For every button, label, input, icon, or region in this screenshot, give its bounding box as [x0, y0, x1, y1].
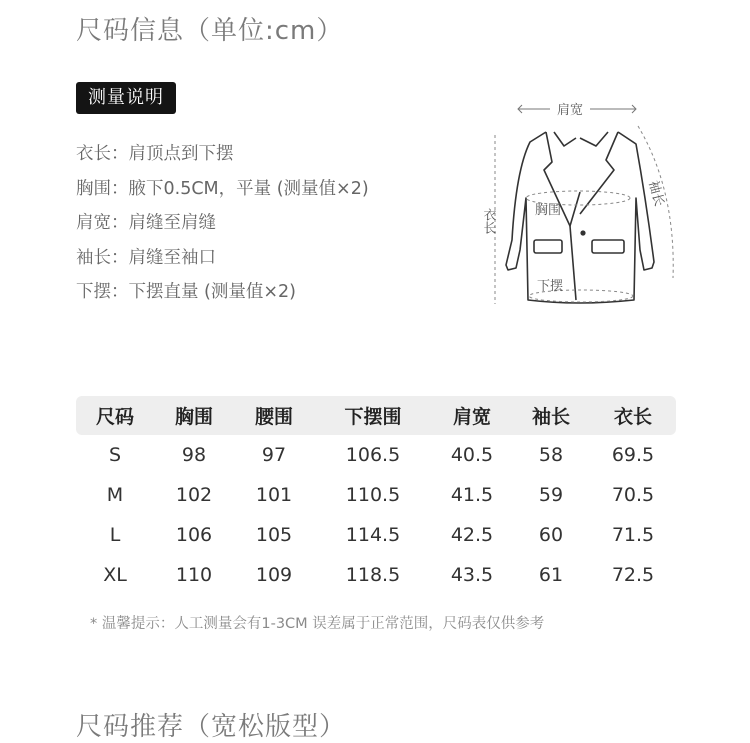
label-length: 衣长	[480, 208, 496, 234]
note-length: 衣长：肩顶点到下摆	[76, 144, 234, 164]
note-hem: 下摆：下摆直量 (测量值×2)	[76, 282, 297, 302]
cell-hem: 110.5	[345, 484, 401, 506]
cell-length: 69.5	[611, 444, 655, 466]
jacket-diagram	[468, 90, 683, 335]
cell-chest: 102	[175, 484, 213, 506]
cell-waist: 109	[255, 564, 293, 586]
note-chest: 胸围：腋下0.5CM，平量 (测量值×2)	[76, 178, 369, 199]
col-size: 尺码	[95, 406, 134, 428]
measure-notes	[76, 141, 369, 314]
cell-shoulder: 42.5	[450, 524, 494, 546]
size-table	[76, 396, 676, 595]
cell-chest: 98	[181, 444, 207, 466]
cell-waist: 105	[255, 524, 293, 546]
cell-size: XL	[103, 564, 127, 586]
sizing-tip: * 温馨提示：人工测量会有1-3CM 误差属于正常范围，尺码表仅供参考	[90, 616, 545, 632]
table-row	[76, 435, 676, 475]
table-row	[76, 475, 676, 515]
cell-shoulder: 40.5	[450, 444, 494, 466]
cell-size: M	[106, 484, 124, 506]
col-sleeve: 袖长	[531, 406, 570, 428]
label-hem: 下摆	[537, 279, 564, 294]
cell-hem: 118.5	[345, 564, 401, 586]
next-section-title: 尺码推荐（宽松版型）	[76, 712, 347, 742]
measure-badge: 测量说明	[76, 82, 176, 114]
col-waist: 腰围	[254, 406, 293, 428]
cell-size: L	[109, 524, 121, 546]
cell-size: S	[108, 444, 122, 466]
label-shoulder: 肩宽	[556, 103, 584, 118]
table-row	[76, 555, 676, 595]
cell-hem: 114.5	[345, 524, 401, 546]
cell-shoulder: 41.5	[450, 484, 494, 506]
cell-length: 70.5	[611, 484, 655, 506]
note-sleeve: 袖长：肩缝至袖口	[76, 247, 216, 268]
jacket-button	[580, 230, 585, 235]
cell-chest: 106	[175, 524, 213, 546]
cell-hem: 106.5	[345, 444, 401, 466]
cell-sleeve: 58	[538, 444, 564, 466]
col-length: 衣长	[613, 406, 652, 428]
table-header	[76, 396, 676, 435]
label-sleeve: 袖长	[645, 179, 667, 209]
label-chest: 胸围	[535, 203, 562, 218]
cell-length: 71.5	[611, 524, 655, 546]
table-row	[76, 515, 676, 555]
cell-shoulder: 43.5	[450, 564, 494, 586]
cell-length: 72.5	[611, 564, 655, 586]
cell-waist: 97	[261, 444, 287, 466]
cell-waist: 101	[255, 484, 293, 506]
col-hem: 下摆围	[344, 406, 402, 428]
cell-sleeve: 60	[538, 524, 564, 546]
note-shoulder: 肩宽：肩缝至肩缝	[76, 213, 216, 233]
col-chest: 胸围	[174, 406, 213, 428]
page-title: 尺码信息（单位:cm）	[76, 16, 344, 46]
cell-chest: 110	[175, 564, 213, 586]
cell-sleeve: 59	[538, 484, 564, 506]
col-shoulder: 肩宽	[452, 406, 491, 428]
jacket-outline	[506, 132, 654, 303]
cell-sleeve: 61	[538, 564, 564, 586]
